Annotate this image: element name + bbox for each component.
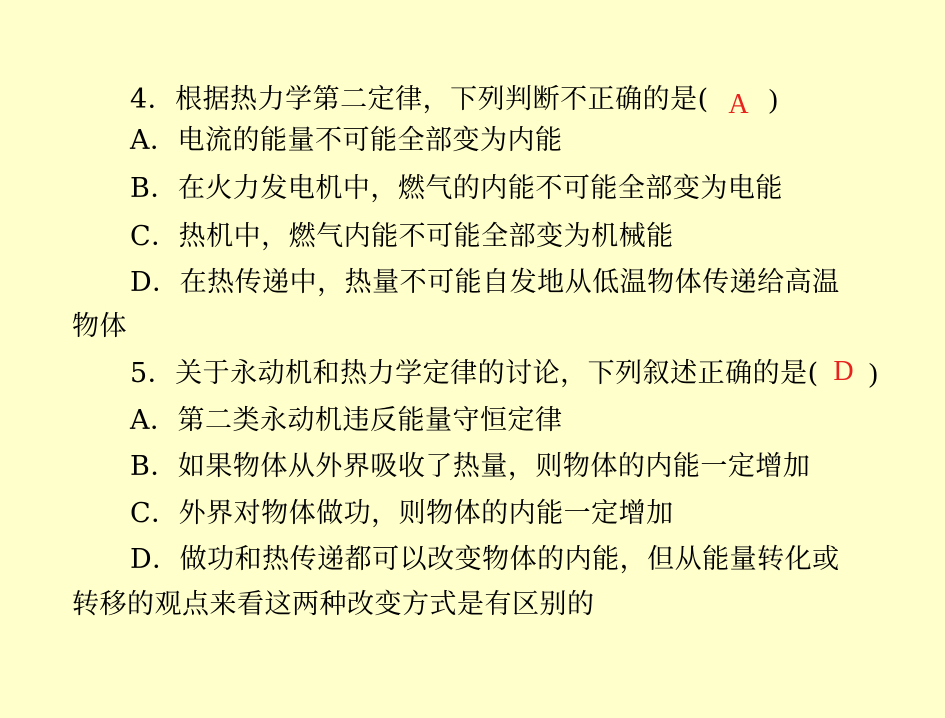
question-5-stem-text: 5．关于永动机和热力学定律的讨论，下列叙述正确的是(: [130, 358, 819, 389]
question-5-stem: [130, 356, 878, 391]
question-4-stem: [130, 82, 779, 120]
question-5-option-a: A．第二类永动机违反能量守恒定律: [130, 405, 563, 436]
question-4-answer: A: [728, 89, 750, 120]
question-5-option-b: B．如果物体从外界吸收了热量，则物体的内能一定增加: [130, 451, 811, 482]
question-5-option-d-continued: 转移的观点来看这两种改变方式是有区别的: [72, 589, 595, 620]
question-4-close-paren: ): [768, 84, 779, 114]
question-4-option-b: B．在火力发电机中，燃气的内能不可能全部变为电能: [130, 173, 783, 204]
question-5-answer: D: [833, 356, 855, 387]
question-5-option-d: D．做功和热传递都可以改变物体的内能，但从能量转化或: [130, 544, 840, 575]
question-4-option-d: D．在热传递中，热量不可能自发地从低温物体传递给高温: [130, 267, 840, 298]
question-4-option-a: A．电流的能量不可能全部变为内能: [130, 125, 563, 156]
question-4-option-d-continued: 物体: [72, 311, 127, 342]
question-4-stem-text: 4．根据热力学第二定律，下列判断不正确的是(: [130, 84, 709, 115]
question-4-option-c: C．热机中，燃气内能不可能全部变为机械能: [130, 221, 674, 252]
question-5-option-c: C．外界对物体做功，则物体的内能一定增加: [130, 498, 674, 529]
question-5-close-paren: ): [868, 358, 879, 388]
